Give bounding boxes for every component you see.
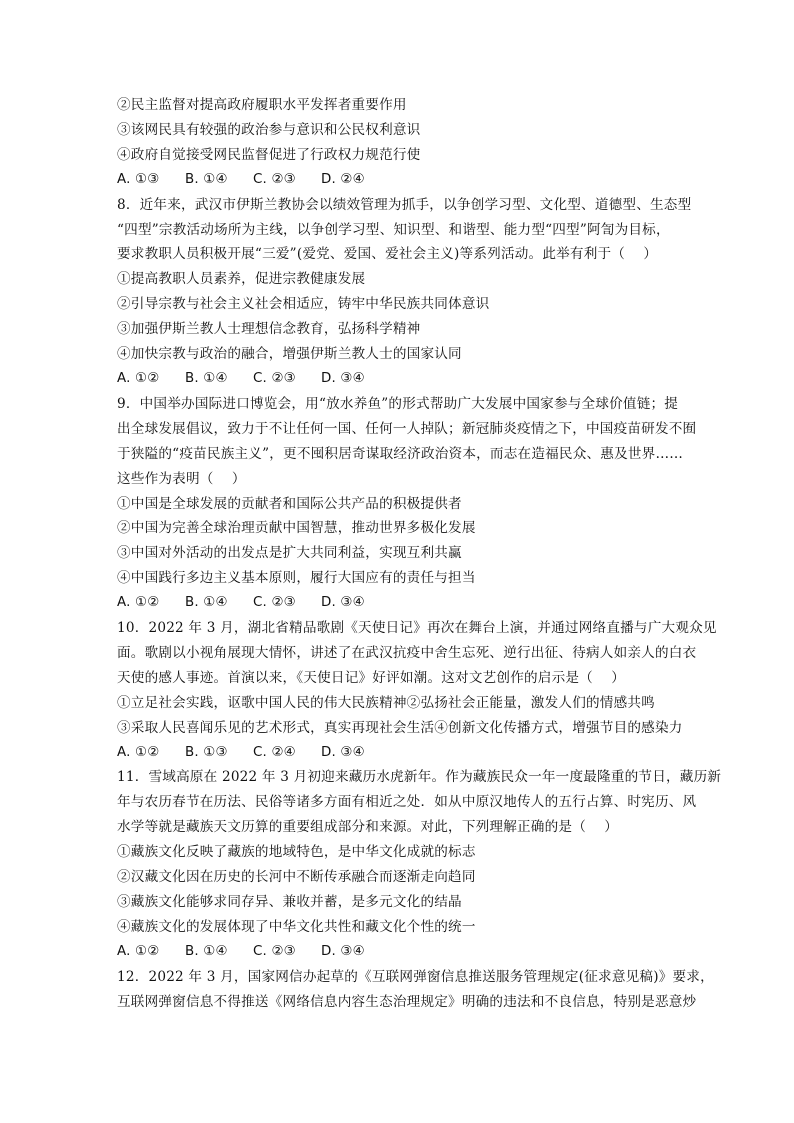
q11-stem-line: 水学等就是藏族天文历算的重要组成部分和来源。对此，下列理解正确的是（ ）	[117, 819, 619, 836]
question-12	[117, 965, 717, 1015]
q9-choices	[117, 591, 717, 616]
q9-stem-line: 这些作为表明（ ）	[117, 470, 246, 487]
choice-d[interactable]: D. ③④	[321, 370, 365, 386]
q11-option-1: ①藏族文化反映了藏族的地域特色，是中华文化成就的标志	[117, 844, 476, 861]
choice-d[interactable]: D. ③④	[321, 595, 365, 611]
choice-d[interactable]: D. ②④	[321, 171, 365, 187]
q8-option-1: ①提高教职人员素养，促进宗教健康发展	[117, 271, 366, 288]
q8-stem-line: 8．近年来，武汉市伊斯兰教协会以绩效管理为抓手，以争创学习型、文化型、道德型、生态型	[117, 196, 692, 213]
choice-a[interactable]: A. ①②	[117, 744, 160, 760]
q10-choices	[117, 741, 717, 766]
q7-option-3: ③该网民具有较强的政治参与意识和公民权利意识	[117, 121, 421, 138]
choice-d[interactable]: D. ③④	[321, 943, 365, 959]
q7-option-4: ④政府自觉接受网民监督促进了行政权力规范行使	[117, 146, 421, 163]
q9-option-3: ③中国对外活动的出发点是扩大共同利益，实现互利共赢	[117, 545, 462, 562]
q11-option-3: ③藏族文化能够求同存异、兼收并蓄，是多元文化的结晶	[117, 894, 462, 910]
q9-stem-line: 出全球发展倡议，致力于不让任何一国、任何一人掉队；新冠肺炎疫情之下，中国疫苗研发不囿	[117, 420, 697, 437]
q8-stem-line: “四型”宗教活动场所为主线，以争创学习型、知识型、和谐型、能力型“四型”阿訇为目标，	[117, 221, 670, 238]
choice-b[interactable]: B. ①④	[185, 943, 228, 959]
choice-c[interactable]: C. ②③	[253, 370, 296, 386]
q10-stem-line: 10．2022 年 3 月，湖北省精品歌剧《天使日记》再次在舞台上演，并通过网络直播与广大观众见	[117, 620, 717, 637]
choice-c[interactable]: C. ②④	[253, 744, 296, 760]
question-9	[117, 392, 717, 616]
q9-option-1: ①中国是全球发展的贡献者和国际公共产品的积极提供者	[117, 495, 462, 512]
q9-stem-line: 于狭隘的“疫苗民族主义”，更不囤积居奇谋取经济政治资本，而志在造福民众、惠及世界……	[117, 445, 684, 462]
choice-a[interactable]: A. ①②	[117, 595, 160, 611]
q11-option-2: ②汉藏文化因在历史的长河中不断传承融合而逐渐走向趋同	[117, 869, 476, 886]
choice-a[interactable]: A. ①②	[117, 370, 160, 386]
q9-option-2: ②中国为完善全球治理贡献中国智慧，推动世界多极化发展	[117, 520, 476, 537]
q8-choices	[117, 367, 717, 392]
question-11	[117, 765, 722, 964]
q10-stem-line: 天使的感人事迹。首演以来，《天使日记》好评如潮。这对文艺创作的启示是（ ）	[117, 669, 626, 686]
choice-a[interactable]: A. ①②	[117, 943, 160, 959]
choice-b[interactable]: B. ①④	[185, 595, 228, 611]
choice-b[interactable]: B. ①④	[185, 370, 228, 386]
q8-stem-line: 要求教职人员积极开展“三爱”(爱党、爱国、爱社会主义)等系列活动。此举有利于（ ）	[117, 246, 658, 263]
choice-b[interactable]: B. ①④	[185, 171, 228, 187]
q8-option-3: ③加强伊斯兰教人士理想信念教育，弘扬科学精神	[117, 321, 421, 338]
q10-stem-line: 面。歌剧以小视角展现大情怀，讲述了在武汉抗疫中舍生忘死、逆行出征、待病人如亲人的白衣	[117, 644, 697, 661]
q11-option-4: ④藏族文化的发展体现了中华文化共性和藏文化个性的统一	[117, 918, 476, 935]
question-7-tail	[117, 93, 717, 193]
q12-stem-line: 12．2022 年 3 月，国家网信办起草的《互联网弹窗信息推送服务管理规定(征求意见稿)》要求，	[117, 968, 714, 985]
exam-page	[117, 93, 722, 1015]
choice-c[interactable]: C. ②③	[253, 943, 296, 959]
choice-d[interactable]: D. ③④	[321, 744, 365, 760]
question-8	[117, 193, 717, 392]
q8-option-2: ②引导宗教与社会主义社会相适应，铸牢中华民族共同体意识	[117, 296, 490, 313]
q10-options-line: ①立足社会实践，讴歌中国人民的伟大民族精神②弘扬社会正能量，激发人们的情感共鸣	[117, 694, 655, 711]
q8-option-4: ④加快宗教与政治的融合，增强伊斯兰教人士的国家认同	[117, 346, 462, 363]
q10-options-line: ③采取人民喜闻乐见的艺术形式，真实再现社会生活④创新文化传播方式，增强节目的感染力	[117, 719, 683, 736]
q11-stem-line: 11．雪域高原在 2022 年 3 月初迎来藏历水虎新年。作为藏族民众一年一度最隆重的节日，藏历新	[117, 769, 722, 786]
q7-choices	[117, 168, 717, 193]
choice-c[interactable]: C. ②③	[253, 595, 296, 611]
q11-stem-line: 年与农历春节在历法、民俗等诸多方面有相近之处．如从中原汉地传人的五行占算、时宪历、风	[117, 794, 697, 811]
choice-b[interactable]: B. ①③	[185, 744, 228, 760]
q7-option-2: ②民主监督对提高政府履职水平发挥者重要作用	[117, 97, 407, 113]
q9-option-4: ④中国践行多边主义基本原则，履行大国应有的责任与担当	[117, 570, 476, 587]
question-10	[117, 616, 717, 765]
choice-a[interactable]: A. ①③	[117, 171, 160, 187]
choice-c[interactable]: C. ②③	[253, 171, 296, 187]
q11-choices	[117, 940, 717, 965]
q9-stem-line: 9．中国举办国际进口博览会，用“放水养鱼”的形式帮助广大发展中国家参与全球价值链；提	[117, 395, 679, 412]
q12-stem-line: 互联网弹窗信息不得推送《网络信息内容生态治理规定》明确的违法和不良信息，特别是恶意炒	[117, 993, 697, 1010]
